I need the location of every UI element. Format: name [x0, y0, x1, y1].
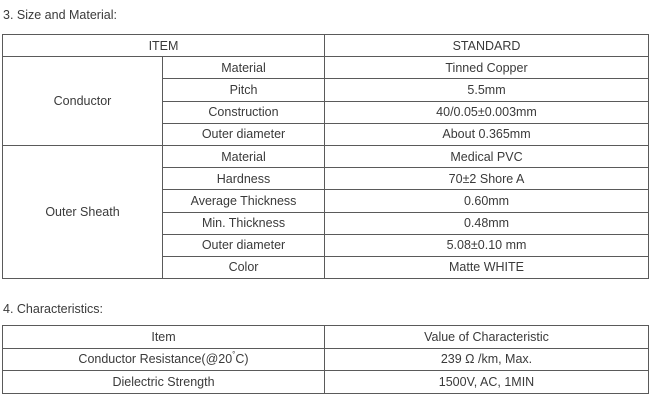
section-4-title: 4. Characteristics: [3, 302, 104, 316]
property-cell: Pitch [163, 79, 325, 101]
value-cell: 40/0.05±0.003mm [325, 101, 649, 123]
table-header-row [3, 35, 649, 57]
header-item: ITEM [3, 35, 325, 57]
group-name: Outer Sheath [3, 145, 163, 278]
property-cell: Outer diameter [163, 123, 325, 145]
table-header-row [3, 326, 649, 349]
header-standard: STANDARD [325, 35, 649, 57]
value-cell: 70±2 Shore A [325, 168, 649, 190]
value-cell: 5.08±0.10 mm [325, 234, 649, 256]
property-cell: Average Thickness [163, 190, 325, 212]
item-text: Dielectric Strength [112, 374, 215, 389]
value-cell: 0.48mm [325, 212, 649, 234]
value-cell: 1500V, AC, 1MIN [325, 371, 649, 394]
value-cell: Matte WHITE [325, 256, 649, 278]
section-3-title: 3. Size and Material: [3, 8, 117, 22]
item-suffix: C) [235, 352, 249, 367]
property-cell: Construction [163, 101, 325, 123]
property-cell: Color [163, 256, 325, 278]
value-cell: 239 Ω /km, Max. [325, 348, 649, 371]
value-cell: Medical PVC [325, 145, 649, 167]
group-name: Conductor [3, 57, 163, 146]
characteristics-table [2, 325, 649, 394]
property-cell: Material [163, 145, 325, 167]
value-cell: Tinned Copper [325, 57, 649, 79]
value-cell: 0.60mm [325, 190, 649, 212]
property-cell: Min. Thickness [163, 212, 325, 234]
property-cell: Material [163, 57, 325, 79]
property-cell: Hardness [163, 168, 325, 190]
value-cell: 5.5mm [325, 79, 649, 101]
table-row [3, 371, 649, 394]
item-cell [3, 371, 325, 394]
table-row [3, 145, 649, 167]
table-row [3, 57, 649, 79]
item-cell [3, 348, 325, 371]
item-text: Conductor Resistance(@20 [78, 352, 233, 367]
degree-sup: ° [232, 350, 236, 360]
size-material-table [2, 34, 649, 279]
table-row [3, 348, 649, 371]
value-cell: About 0.365mm [325, 123, 649, 145]
header-value: Value of Characteristic [325, 326, 649, 349]
header-item: Item [3, 326, 325, 349]
property-cell: Outer diameter [163, 234, 325, 256]
